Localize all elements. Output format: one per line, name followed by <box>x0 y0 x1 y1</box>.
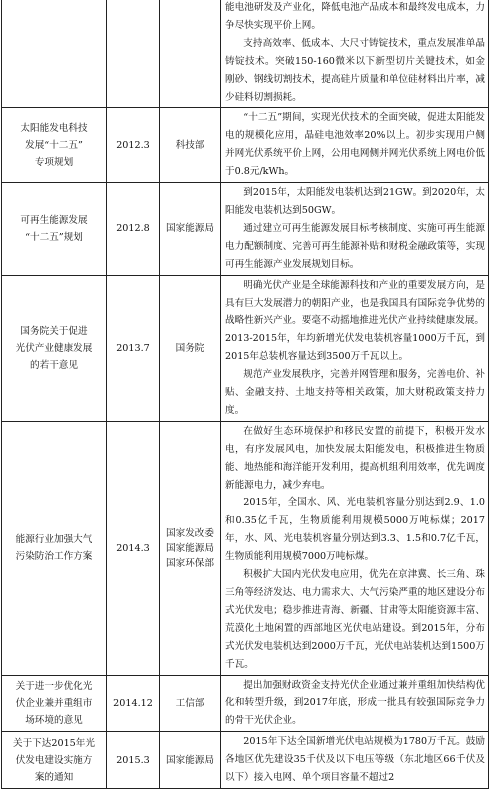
policy-name-line: 专项规划 <box>34 156 74 168</box>
table-row <box>2 675 489 732</box>
release-date-cell: 2012.8 <box>107 183 160 276</box>
policy-content-paragraph: 到2015年，太阳能发电装机达到21GW。到2020年，太阳能发电装机达到50GW。 <box>225 187 485 216</box>
policy-name-cell <box>2 732 107 789</box>
policy-name-line: 发展“十二五” <box>25 139 83 151</box>
policy-name-line: 伏发电建设实施方 <box>15 754 93 766</box>
policy-name-line: 关于下达2015年光 <box>13 737 95 749</box>
department-name: 国家能源局 <box>166 542 214 554</box>
release-date-cell: 2013.7 <box>107 275 160 421</box>
issuing-department-cell <box>160 675 221 732</box>
issuing-department-cell <box>160 108 221 183</box>
policy-content-paragraph: 提出加强财政资金支持光伏企业通过兼并重组加快结构优化和转型升级，到2017年底，形成一批具有较强国际竞争力的骨干光伏企业。 <box>225 679 485 727</box>
policy-name-line: 的若干意见 <box>30 359 78 371</box>
policy-name-cell <box>2 108 107 183</box>
policy-name-line: 关于进一步优化光 <box>15 680 93 692</box>
issuing-department-cell <box>160 732 221 789</box>
policy-name-line: 太阳能发电科技 <box>20 122 88 134</box>
department-name: 国家能源局 <box>166 223 214 235</box>
policy-content-paragraph: 2015年，全国水、风、光电装机容量分别达到2.9、1.0和0.35亿千瓦，生物质能利用规模5000万吨标煤；2017年，水、风、光电装机容量分别达到3.3、1.5和0.7亿千瓦，生物质能利用规模7000万吨标煤。 <box>225 497 485 563</box>
issuing-department-cell <box>160 421 221 675</box>
policy-content-paragraph: “十二五”期间，实现光伏技术的全面突破，促进太阳能发电的规模化应用，晶硅电池效率20%以上。初步实现用户侧并网光伏系统平价上网，公用电网侧并网光伏系统上网电价低于0.8元/kWh。 <box>225 112 485 178</box>
policy-name-cell <box>2 675 107 732</box>
release-date-cell: 2015.3 <box>107 732 160 789</box>
table-row <box>2 108 489 183</box>
release-date-cell: 2014.12 <box>107 675 160 732</box>
department-name: 国务院 <box>175 342 205 354</box>
issuing-department-cell <box>160 275 221 421</box>
table-row <box>2 0 489 108</box>
department-name: 国家能源局 <box>166 754 214 766</box>
policy-content-paragraph: 2015年下达全国新增光伏电站规模为1780万千瓦。鼓励各地区优先建设35千伏及以下电压等级（东北地区66千伏及以下）接入电网、单个项目容量不超过2 <box>225 736 485 784</box>
issuing-department-cell <box>160 0 221 108</box>
department-name: 工信部 <box>175 697 205 709</box>
policy-name-line: “十二五”规划 <box>25 231 83 243</box>
policy-content-paragraph: 积极扩大国内光伏发电应用，优先在京津冀、长三角、珠三角等经济发达、电力需求大、大气污染严重的地区建设分布式光伏发电；稳步推进青海、新疆、甘肃等太阳能资源丰富、荒漠化土地闲置的西部地区光伏电站建设。到2015年，分布式光伏发电装机达到2000万千瓦，光伏电站装机达到1500万千瓦。 <box>225 569 485 670</box>
table-row <box>2 732 489 789</box>
policy-name-line: 案的通知 <box>34 771 74 783</box>
policy-name-line: 场环境的意见 <box>25 714 83 726</box>
department-name: 科技部 <box>175 139 205 151</box>
policy-content-paragraph: 在做好生态环境保护和移民安置的前提下，积极开发水电，有序发展风电，加快发展太阳能发电，积极推进生物质能、地热能和海洋能开发利用，提高机组利用效率，优先调度新能源电力，减少弃电。 <box>225 425 485 491</box>
table-row <box>2 275 489 421</box>
policy-name-cell <box>2 421 107 675</box>
policy-name-line: 国务院关于促进 <box>20 325 88 337</box>
table-row <box>2 421 489 675</box>
policy-name-line: 光伏产业健康发展 <box>15 342 93 354</box>
policy-name-cell <box>2 183 107 276</box>
policy-content-paragraph: 通过建立可再生能源发展目标考核制度、实施可再生能源电力配额制度、完善可再生能源补贴和财税金融政策等，实现可再生能源产业发展规划目标。 <box>225 222 485 270</box>
policy-table <box>1 0 489 789</box>
table-row <box>2 183 489 276</box>
policy-content-paragraph: 2013-2015年，年均新增光伏发电装机容量1000万千瓦，到2015年总装机容量达到3500万千瓦以上。 <box>225 333 485 363</box>
policy-name-line: 污染防治工作方案 <box>15 551 93 563</box>
policy-content-cell <box>221 732 489 789</box>
policy-content-cell <box>221 421 489 675</box>
policy-name-cell <box>2 0 107 108</box>
policy-content-paragraph: 支持高效率、低成本、大尺寸铸锭技术，重点发展准单晶铸锭技术。突破150-160微米以下新型切片关键技术，如金刚砂、钢线切割技术，提高硅片质量和单位硅材料出片率，减少硅料切割损耗。 <box>225 37 485 103</box>
release-date-cell <box>107 0 160 108</box>
policy-name-line: 能源行业加强大气 <box>15 534 93 546</box>
policy-content-cell <box>221 108 489 183</box>
department-name: 国家环保部 <box>166 557 214 569</box>
policy-name-line: 伏企业兼并重组市 <box>15 697 93 709</box>
policy-content-paragraph: 规范产业发展秩序，完善并网管理和服务，完善电价、补贴、金融支持、土地支持等相关政策，加大财税政策支持力度。 <box>225 369 485 416</box>
policy-name-line: 可再生能源发展 <box>20 214 88 226</box>
release-date-cell: 2012.3 <box>107 108 160 183</box>
policy-content-paragraph: 能电池研发及产业化，降低电池产品成本和最终发电成本，力争尽快实现平价上网。 <box>225 2 485 31</box>
policy-content-paragraph: 明确光伏产业是全球能源科技和产业的重要发展方向，是具有巨大发展潜力的朝阳产业，也是我国具有国际竞争优势的战略性新兴产业。要毫不动摇地推进光伏产业持续健康发展。 <box>225 279 485 327</box>
department-name: 国家发改委 <box>166 527 214 539</box>
policy-content-cell <box>221 275 489 421</box>
policy-content-cell <box>221 183 489 276</box>
policy-content-cell <box>221 675 489 732</box>
release-date-cell: 2014.3 <box>107 421 160 675</box>
policy-content-cell <box>221 0 489 108</box>
issuing-department-cell <box>160 183 221 276</box>
policy-name-cell <box>2 275 107 421</box>
policy-table-body <box>2 0 489 788</box>
